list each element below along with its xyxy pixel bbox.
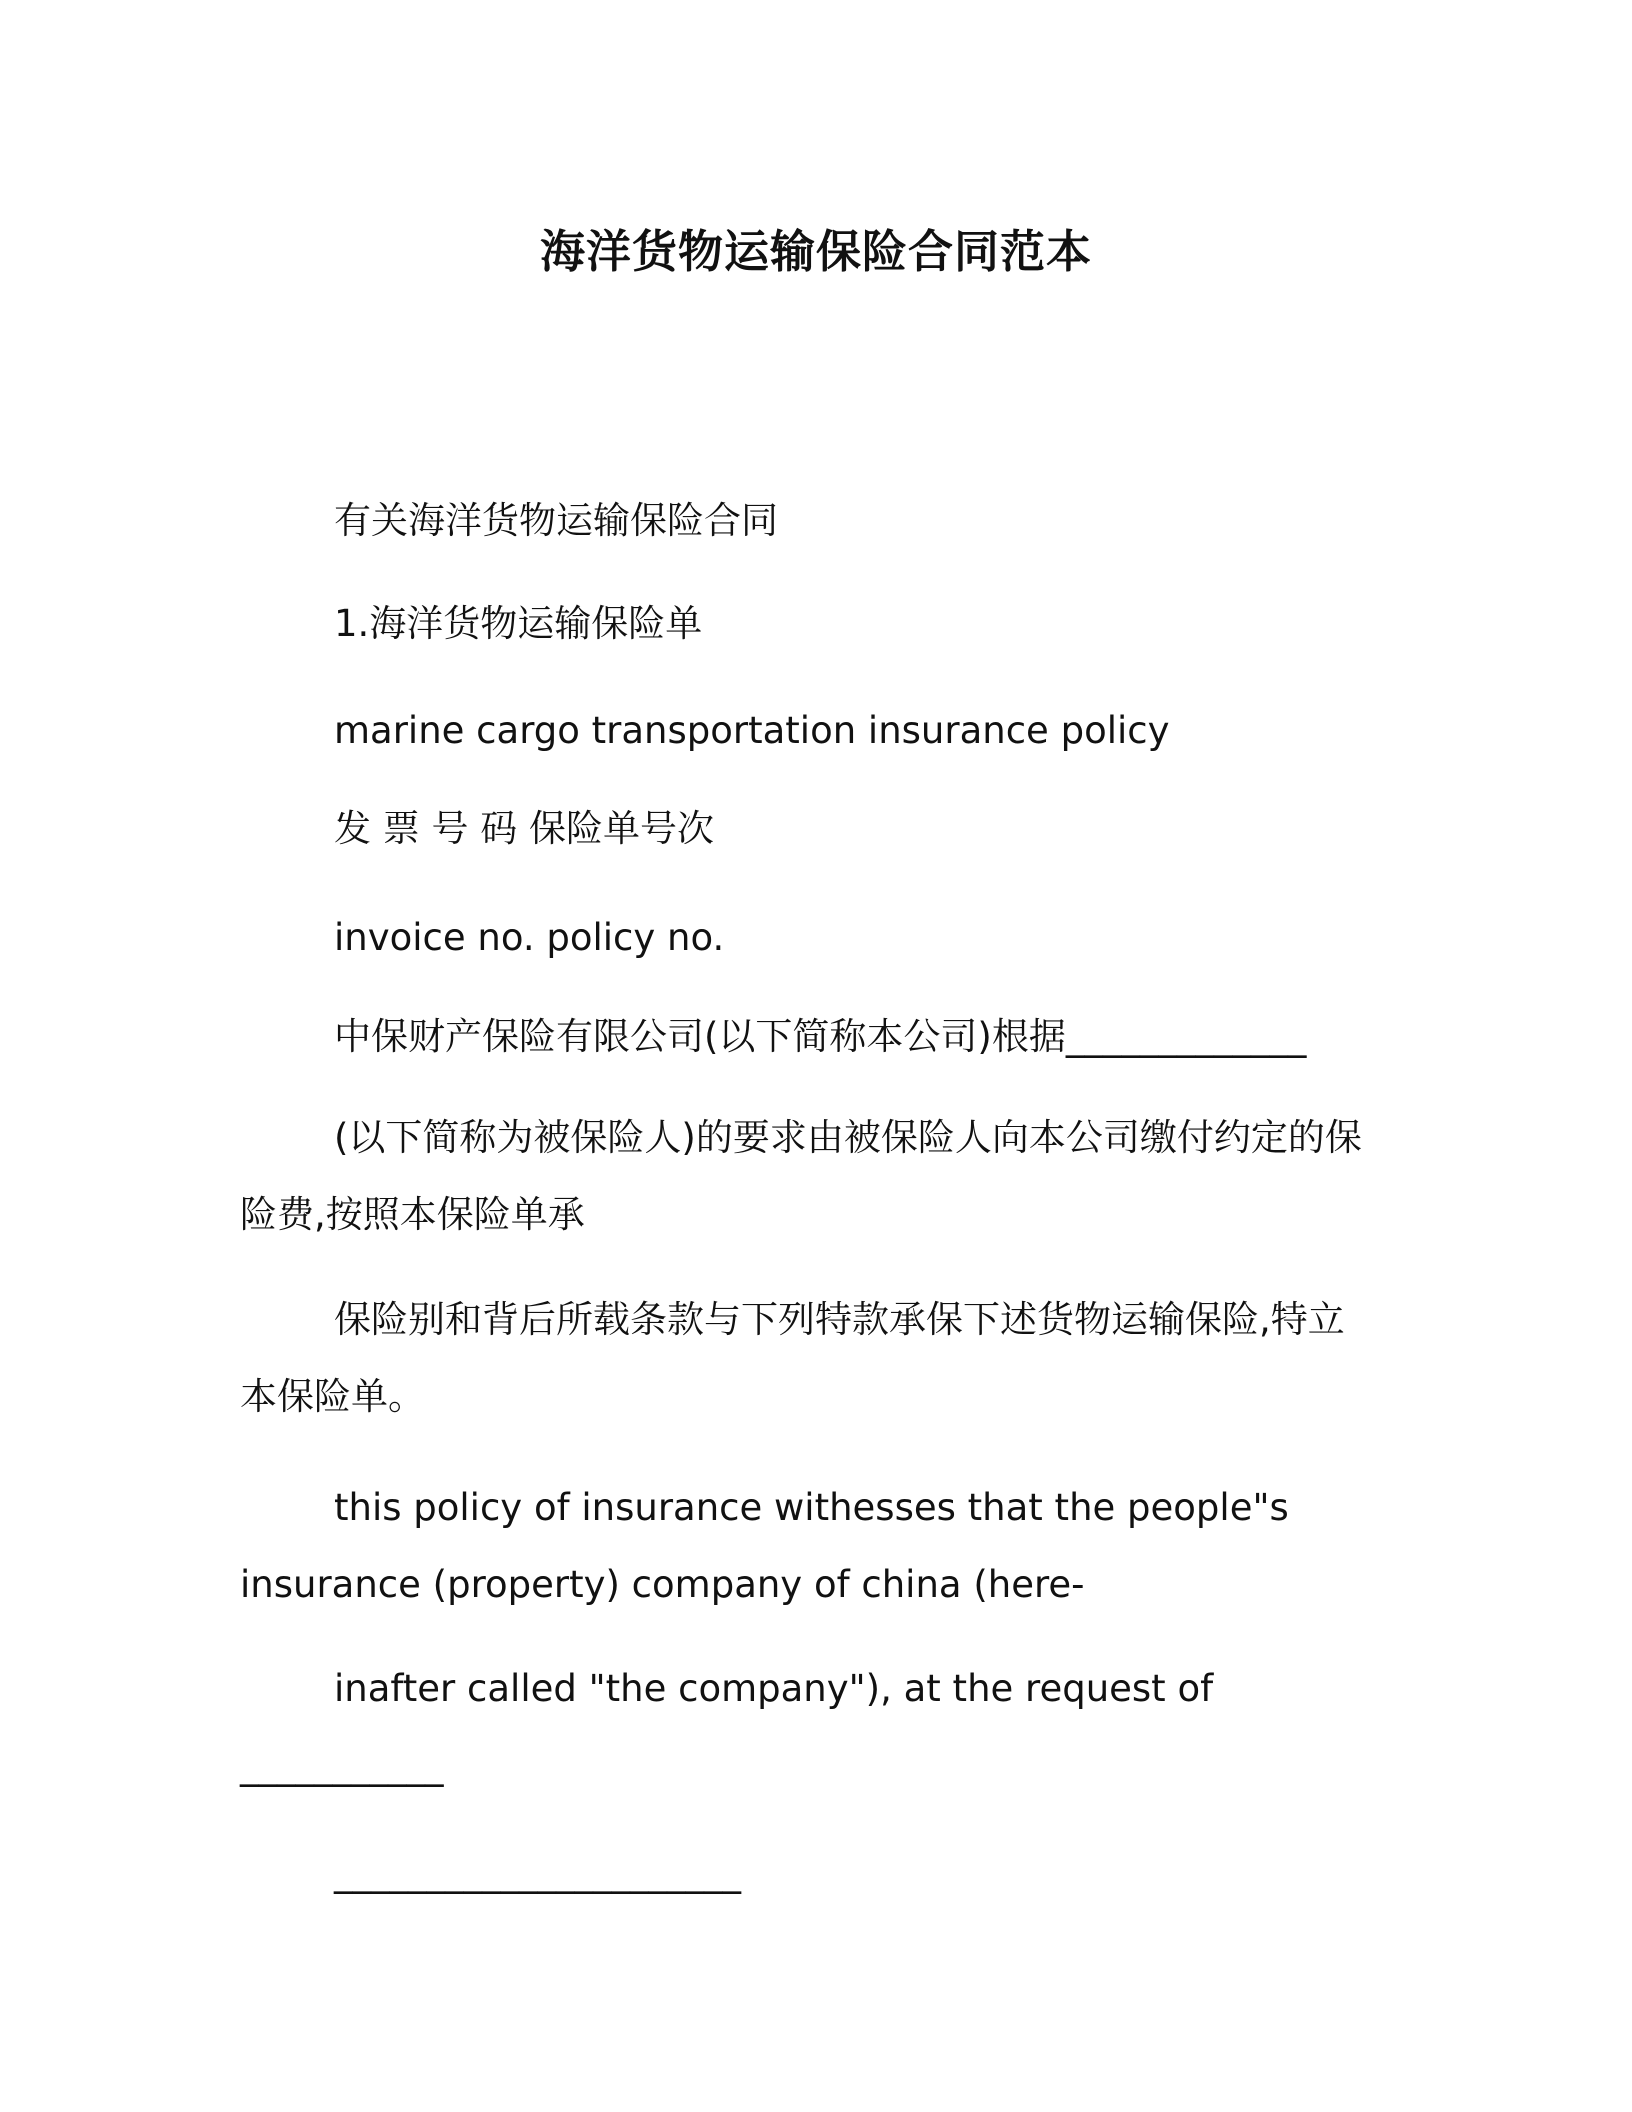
coverage-paragraph: 保险别和背后所载条款与下列特款承保下述货物运输保险,特立本保险单。: [240, 1298, 1345, 1418]
invoice-policy-label-en: invoice no. policy no.: [334, 916, 725, 959]
item-heading: 1.海洋货物运输保险单: [334, 602, 703, 645]
english-request-paragraph: inafter called "the company"), at the request of ___________: [240, 1667, 1225, 1787]
english-policy-title: marine cargo transportation insurance policy: [334, 709, 1170, 752]
english-witness-paragraph: this policy of insurance withesses that the people"s insurance (property) company of china (here-: [240, 1486, 1301, 1606]
blank-fill-line: ______________________: [334, 1851, 741, 1894]
insurer-clause-line: 中保财产保险有限公司(以下简称本公司)根据_____________: [334, 1015, 1307, 1058]
invoice-policy-label-cn: 发 票 号 码 保险单号次: [334, 807, 715, 850]
document-title: 海洋货物运输保险合同范本: [539, 225, 1092, 278]
section-heading: 有关海洋货物运输保险合同: [334, 499, 778, 542]
insured-request-paragraph: (以下简称为被保险人)的要求由被保险人向本公司缴付约定的保险费,按照本保险单承: [240, 1116, 1362, 1236]
